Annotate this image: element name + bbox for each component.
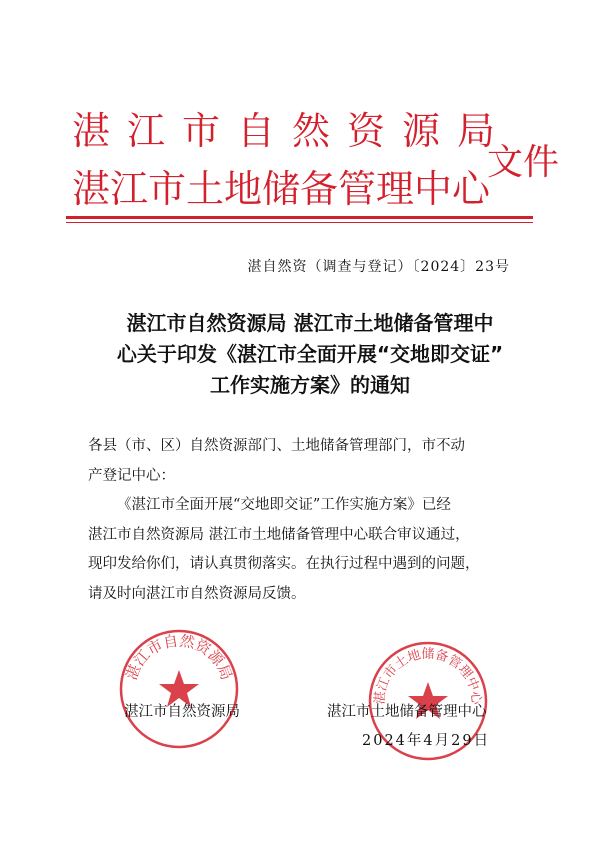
paragraph-line: 请及时向湛江市自然资源局反馈。 <box>88 585 306 602</box>
title-line: 湛江市自然资源局 湛江市土地储备管理中 <box>126 311 494 335</box>
signature-right: 湛江市土地储备管理中心 <box>327 704 487 720</box>
signature-date: 2024年4月29日 <box>362 733 491 749</box>
official-seal-left <box>118 628 240 750</box>
paragraph-line: 《湛江市全面开展“交地即交证”工作实施方案》已经 <box>117 497 451 513</box>
header-rule-thick <box>66 216 533 219</box>
header-org1: 湛江市自然资源局 <box>72 109 513 153</box>
title-line: 心关于印发《湛江市全面开展“交地即交证” <box>116 342 504 366</box>
paragraph-line: 湛江市自然资源局 湛江市土地储备管理中心联合审议通过， <box>88 526 470 543</box>
recipients-line: 各县（市、区）自然资源部门、土地储备管理部门，市不动 <box>88 438 465 454</box>
document-body <box>88 432 528 609</box>
svg-text:湛江市自然资源局: 湛江市自然资源局 <box>122 631 236 683</box>
document-number: 湛自然资（调查与登记）〔2024〕23号 <box>247 259 510 275</box>
recipients-line: 产登记中心： <box>88 467 175 484</box>
title-line: 工作实施方案》的通知 <box>210 373 410 397</box>
signature-left: 湛江市自然资源局 <box>124 704 240 720</box>
header-suffix: 文件 <box>487 142 560 183</box>
header-rule-thin <box>66 222 533 223</box>
svg-text:湛江市土地储备管理中心: 湛江市土地储备管理中心 <box>372 647 484 706</box>
document-title <box>90 308 530 401</box>
header-org2: 湛江市土地储备管理中心 <box>72 167 491 211</box>
paragraph-line: 现印发给你们，请认真贯彻落实。在执行过程中遇到的问题， <box>88 556 480 572</box>
